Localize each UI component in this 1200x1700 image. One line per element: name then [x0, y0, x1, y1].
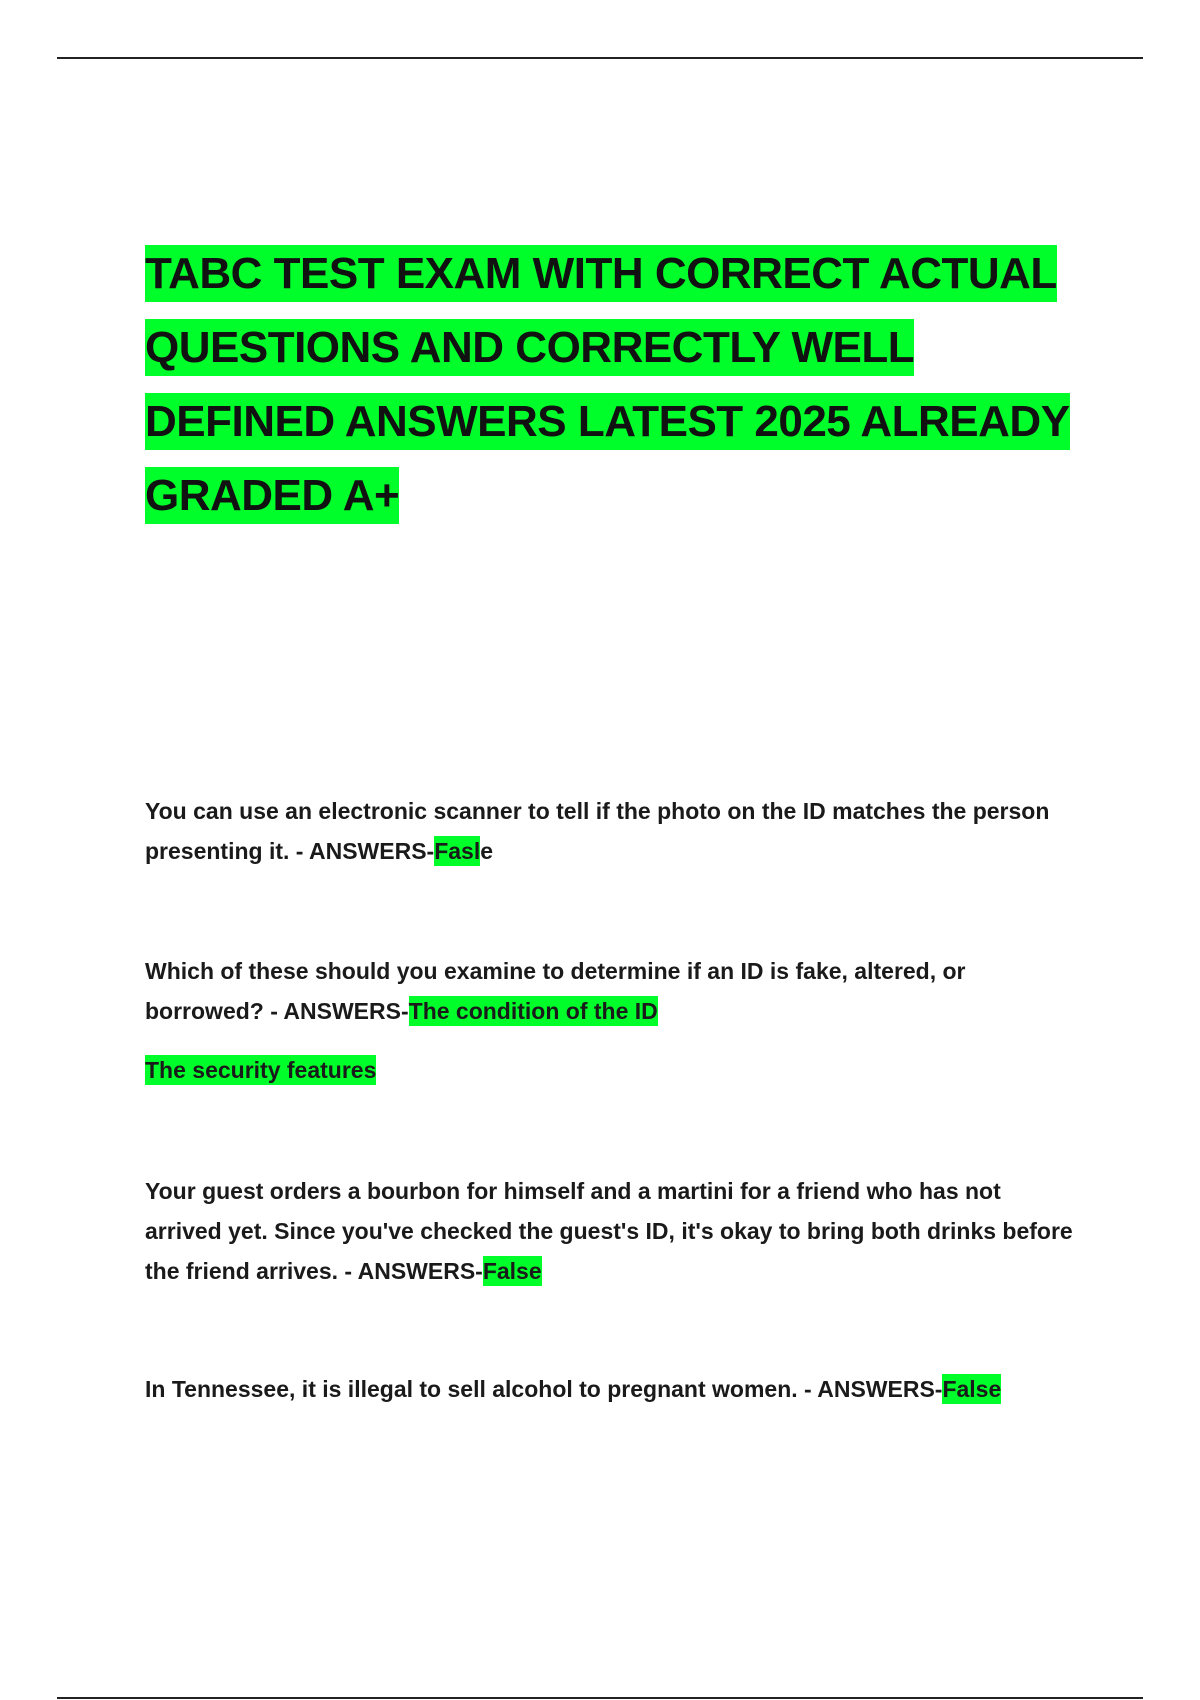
question-3-prompt: Your guest orders a bourbon for himself and a martini for a friend who has not arrived yet. Since you've checked the guest's ID, it's okay to bring both drinks before the friend arrives. - ANSWERS-: [145, 1178, 1073, 1284]
question-2-extra-answer: [145, 1050, 376, 1090]
question-4-prompt: In Tennessee, it is illegal to sell alcohol to pregnant women. - ANSWERS-: [145, 1376, 943, 1402]
question-4: [145, 1369, 1075, 1409]
question-1-answer-tail: e: [480, 838, 494, 864]
question-1: [145, 791, 1075, 871]
header-rule: [57, 57, 1143, 59]
title-line-3: DEFINED ANSWERS LATEST 2025 ALREADY: [145, 385, 1085, 459]
question-1-answer: Fasl: [434, 838, 481, 864]
title-line-4: GRADED A+: [145, 459, 1085, 533]
title-line-2: QUESTIONS AND CORRECTLY WELL: [145, 311, 1085, 385]
document-title: [145, 237, 1085, 533]
question-2-prompt: Which of these should you examine to determine if an ID is fake, altered, or borrowed? - ANSWERS-: [145, 958, 966, 1024]
question-2-answer-extra: The security features: [145, 1057, 377, 1083]
question-4-answer: False: [942, 1376, 1002, 1402]
title-line-1: TABC TEST EXAM WITH CORRECT ACTUAL: [145, 237, 1085, 311]
question-2-answer: The condition of the ID: [408, 998, 658, 1024]
question-3: [145, 1171, 1075, 1291]
question-3-answer: False: [482, 1258, 542, 1284]
question-1-prompt: You can use an electronic scanner to tell if the photo on the ID matches the person presenting it. - ANSWERS-: [145, 798, 1050, 864]
question-2: [145, 951, 1075, 1031]
footer-rule: [57, 1697, 1143, 1699]
